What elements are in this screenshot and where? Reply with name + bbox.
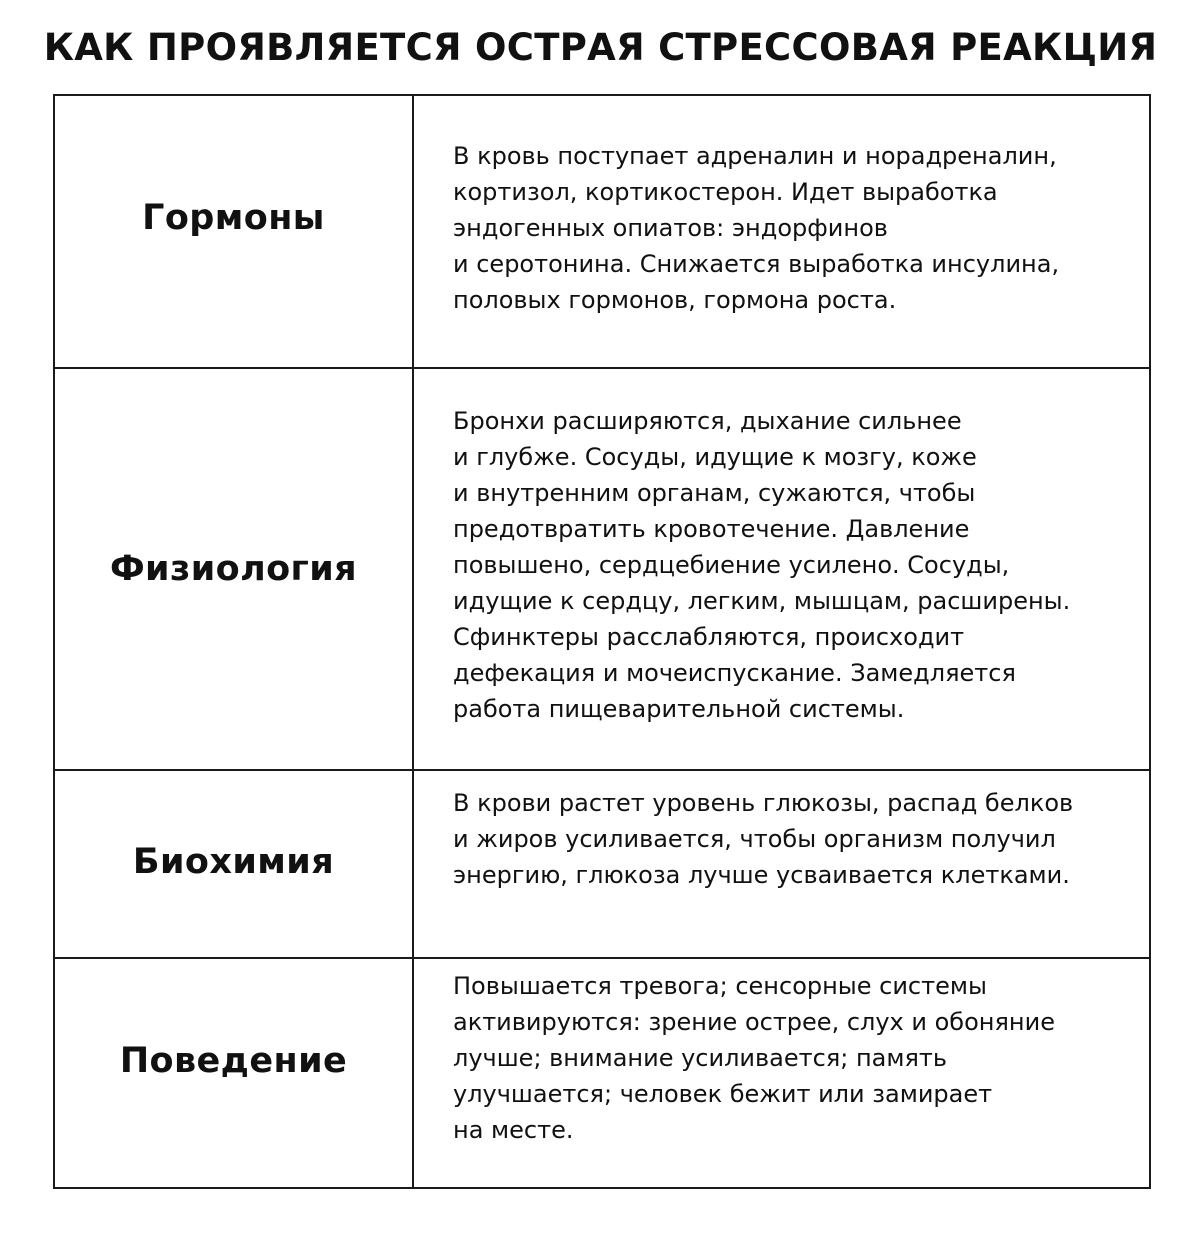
page-title: КАК ПРОЯВЛЯЕТСЯ ОСТРАЯ СТРЕССОВАЯ РЕАКЦИЯ [43,26,1158,69]
description-line: лучше; внимание усиливается; память [453,1044,948,1072]
row-label-cell [54,770,413,958]
description-line: и глубже. Сосуды, идущие к мозгу, коже [453,443,977,471]
row-label: Гормоны [142,197,325,238]
description-line: Бронхи расширяются, дыхание сильнее [453,407,962,435]
row-label-cell [54,368,413,770]
description-line: активируются: зрение острее, слух и обоняние [453,1008,1055,1036]
description-line: В кровь поступает адреналин и норадреналин, [453,141,1057,170]
description-line: повышено, сердцебиение усилено. Сосуды, [453,551,1010,579]
description-line: идущие к сердцу, легким, мышцам, расширены. [453,587,1071,615]
description-line: дефекация и мочеиспускание. Замедляется [453,659,1016,687]
description-line: Сфинктеры расслабляются, происходит [453,623,965,651]
description-line: и серотонина. Снижается выработка инсулина, [453,249,1060,278]
table-row-hormones [54,95,1150,368]
row-label-cell [54,958,413,1188]
description-line: на месте. [453,1116,574,1144]
row-description-cell [413,95,1150,368]
row-description-cell [413,368,1150,770]
description-line: и жиров усиливается, чтобы организм получил [453,825,1056,853]
description-line: В крови растет уровень глюкозы, распад белков [453,789,1074,817]
row-label: Поведение [119,1041,348,1081]
description-line: половых гормонов, гормона роста. [453,285,897,314]
row-description-cell [413,958,1150,1188]
row-label: Биохимия [132,842,335,882]
description-line: эндогенных опиатов: эндорфинов [453,213,888,242]
table-row-physiology [54,368,1150,770]
description-line: предотвратить кровотечение. Давление [453,515,970,543]
row-description-cell [413,770,1150,958]
description-line: Повышается тревога; сенсорные системы [453,972,987,1000]
row-label-cell [54,95,413,368]
description-line: улучшается; человек бежит или замирает [453,1080,993,1108]
description-line: кортизол, кортикостерон. Идет выработка [453,177,998,206]
description-line: работа пищеварительной системы. [453,695,905,723]
description-line: и внутренним органам, сужаются, чтобы [453,479,976,507]
table-row-biochemistry [54,770,1150,958]
row-label: Физиология [109,549,358,589]
table-row-behavior [54,958,1150,1188]
stress-reaction-table [53,94,1151,1189]
description-line: энергию, глюкоза лучше усваивается клетками. [453,861,1070,889]
